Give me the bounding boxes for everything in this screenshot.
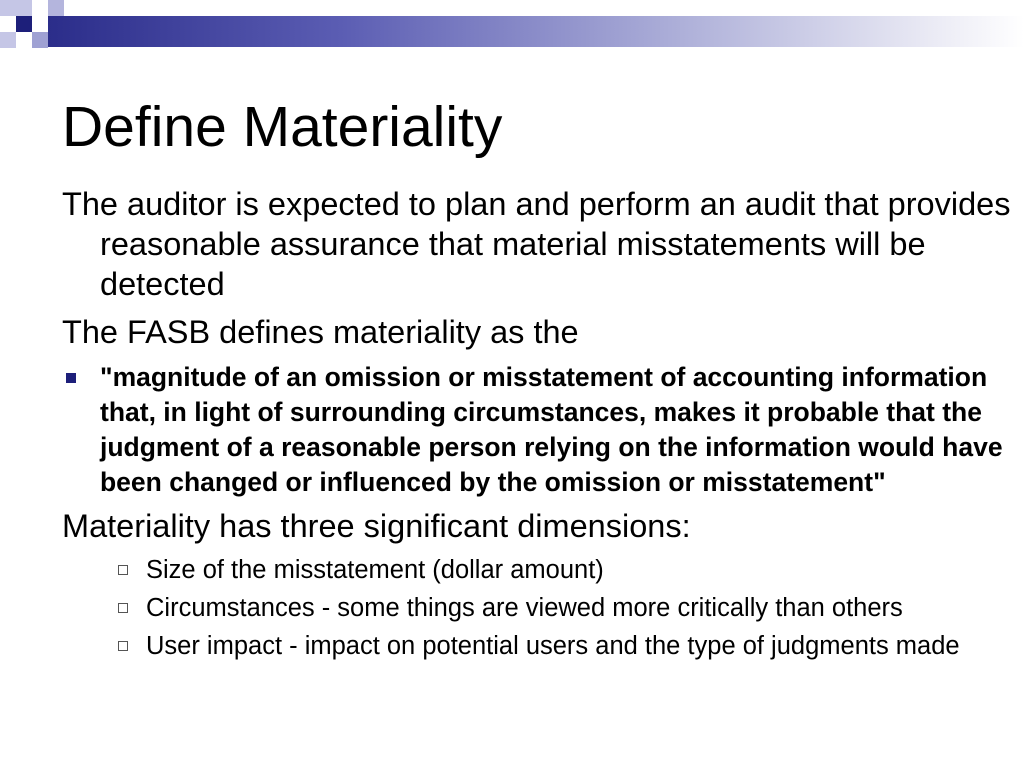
dimension-item-user-impact (62, 630, 1012, 662)
dimension-item-circumstances (62, 592, 1012, 624)
decor-square-icon (16, 16, 32, 32)
slide-title: Define Materiality (62, 95, 503, 159)
hollow-square-bullet-icon (118, 565, 128, 575)
dimension-text: Circumstances - some things are viewed more critically than others (146, 594, 903, 622)
fasb-definition-quote (62, 360, 1012, 500)
decor-square-icon (0, 32, 16, 48)
header-decoration (0, 0, 1024, 64)
slide-body (62, 184, 1012, 668)
hollow-square-bullet-icon (118, 641, 128, 651)
decor-square-icon (0, 0, 32, 16)
paragraph-dimensions-intro: Materiality has three significant dimensions: (62, 508, 691, 544)
filled-square-bullet-icon (66, 373, 76, 383)
quote-text: "magnitude of an omission or misstatement of accounting information that, in light of surrounding circumstances, makes it probable that the judgment of a reasonable person relying on the information would have been changed or influenced by the omission or misstatement" (100, 362, 1003, 497)
paragraph-audit-expectation: The auditor is expected to plan and perform an audit that provides reasonable assurance that material misstatements will be detected (62, 186, 1011, 302)
decor-square-icon (32, 32, 48, 48)
gradient-header-bar (48, 16, 1024, 47)
dimension-text: User impact - impact on potential users and the type of judgments made (146, 632, 960, 660)
decor-square-icon (48, 0, 64, 16)
dimension-item-size (62, 554, 1012, 586)
dimension-text: Size of the misstatement (dollar amount) (146, 556, 604, 584)
paragraph-fasb-intro: The FASB defines materiality as the (62, 314, 579, 350)
decor-square-icon (32, 0, 48, 16)
hollow-square-bullet-icon (118, 603, 128, 613)
